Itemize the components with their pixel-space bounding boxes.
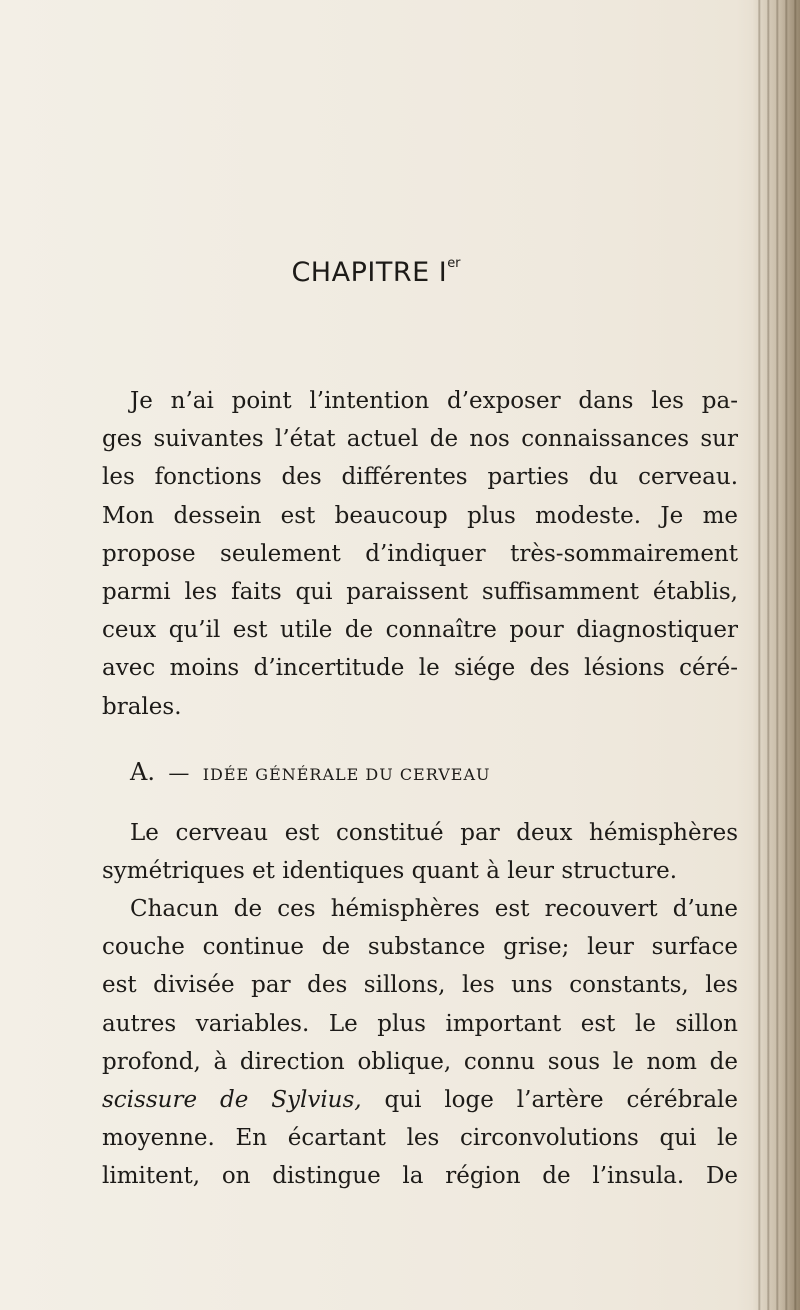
text-line: Je n’ai point l’intention d’exposer dans les pa- — [130, 388, 738, 414]
text-line: propose seulement d’indiquer très-sommairement — [102, 540, 738, 567]
text-line-mixed — [102, 1081, 738, 1119]
text-line: ges suivantes l’état actuel de nos connaissances sur — [102, 426, 738, 453]
text-line: moyenne. En écartant les circonvolutions qui le — [102, 1125, 738, 1152]
text-line: brales. — [102, 693, 182, 720]
text-line: Chacun de ces hémisphères est recouvert d’une — [130, 896, 738, 922]
chapter-title: CHAPITRE I — [291, 257, 448, 288]
paragraph-intro — [102, 382, 738, 726]
text-line: avec moins d’incertitude le siége des lésions céré- — [102, 655, 738, 682]
text-line: ceux qu’il est utile de connaître pour diagnostiquer — [102, 617, 738, 644]
text-line: symétriques et identiques quant à leur structure. — [102, 858, 678, 885]
italic-term: scissure de Sylvius, — [102, 1087, 362, 1114]
text-line: Le cerveau est constitué par deux hémisphères — [130, 820, 738, 846]
text-line: parmi les faits qui paraissent suffisamment établis, — [102, 579, 738, 606]
section-dash: — — [168, 761, 190, 785]
page-edge-shadow — [752, 0, 800, 1310]
chapter-superscript: er — [447, 256, 461, 271]
paragraph-hemispheres — [102, 890, 738, 1196]
text-line: les fonctions des différentes parties du cerveau. — [102, 464, 738, 491]
text-line: limitent, on distingue la région de l’insula. De — [102, 1163, 738, 1190]
text-fragment: qui loge l’artère cérébrale — [384, 1087, 739, 1114]
chapter-heading — [0, 256, 752, 288]
section-title: IDÉE GÉNÉRALE DU CERVEAU — [202, 765, 491, 784]
section-letter: A. — [130, 758, 155, 786]
text-line: profond, à direction oblique, connu sous le nom de — [102, 1048, 738, 1075]
text-line: couche continue de substance grise; leur surface — [102, 934, 738, 961]
text-line: Mon dessein est beaucoup plus modeste. Je me — [102, 502, 738, 529]
paragraph-structure — [102, 814, 738, 890]
section-heading — [130, 758, 490, 786]
text-line: est divisée par des sillons, les uns constants, les — [102, 972, 738, 999]
text-line: autres variables. Le plus important est le sillon — [102, 1010, 738, 1037]
